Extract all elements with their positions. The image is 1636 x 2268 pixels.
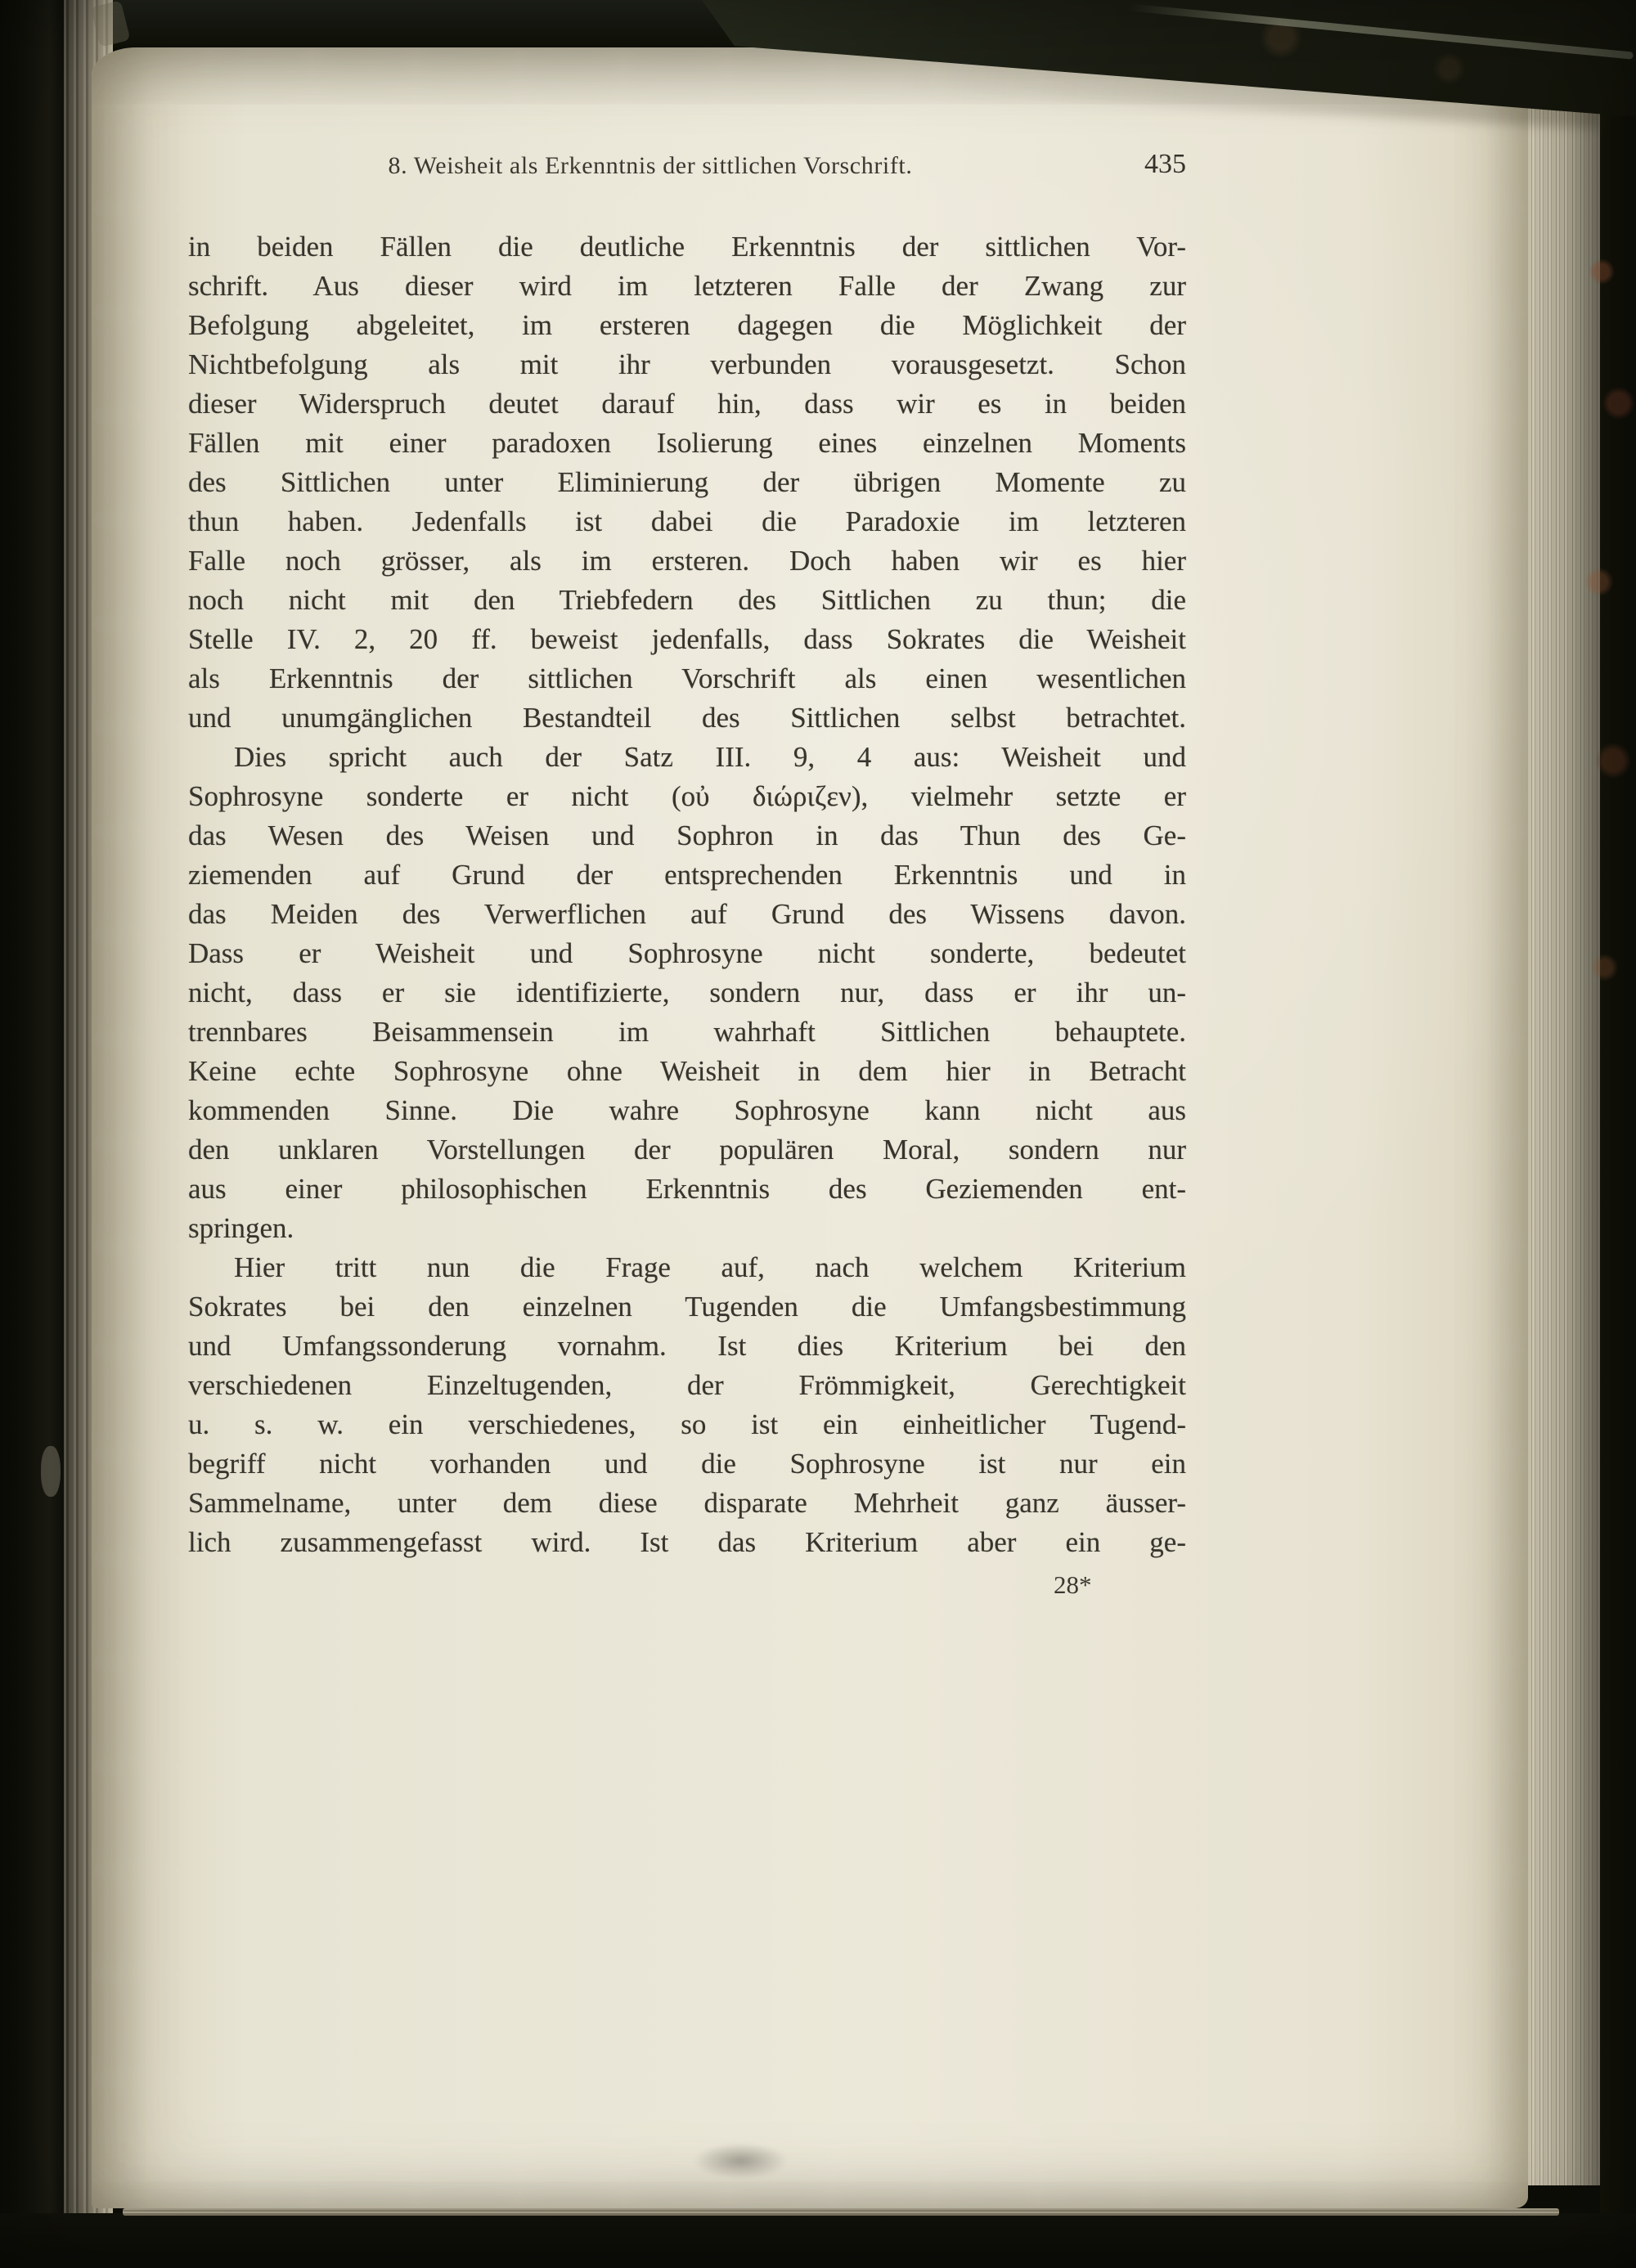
text-line: kommenden Sinne. Die wahre Sophrosyne kann nicht aus [188, 1094, 1186, 1126]
text-line: noch nicht mit den Triebfedern des Sittlichen zu thun; die [188, 584, 1186, 616]
text-line: ziemenden auf Grund der entsprechenden Erkenntnis und in [188, 859, 1186, 891]
text-line: das Wesen des Weisen und Sophron in das Thun des Ge- [188, 820, 1186, 851]
text-line: schrift. Aus dieser wird im letzteren Falle der Zwang zur [188, 270, 1186, 302]
bottom-page-stack [123, 2208, 1559, 2216]
text-line: lich zusammengefasst wird. Ist das Kriterium aber ein ge- [188, 1526, 1186, 1558]
page-number: 435 [1144, 149, 1186, 179]
text-line: in beiden Fällen die deutliche Erkenntnis der sittlichen Vor- [188, 231, 1186, 263]
text-line: springen. [188, 1212, 294, 1244]
text-line: Nichtbefolgung als mit ihr verbunden vorausgesetzt. Schon [188, 348, 1186, 380]
text-line: trennbares Beisammensein im wahrhaft Sittlichen behauptete. [188, 1016, 1186, 1048]
text-line: den unklaren Vorstellungen der populären Moral, sondern nur [188, 1134, 1186, 1165]
text-block [188, 149, 1186, 1600]
cover-marbling [1579, 196, 1636, 1137]
text-line: verschiedenen Einzeltugenden, der Frömmigkeit, Gerechtigkeit [188, 1369, 1186, 1401]
text-line: aus einer philosophischen Erkenntnis des Geziemenden ent- [188, 1173, 1186, 1205]
text-line: und unumgänglichen Bestandteil des Sittlichen selbst betrachtet. [188, 702, 1186, 734]
text-line: das Meiden des Verwerflichen auf Grund des Wissens davon. [188, 898, 1186, 930]
text-line: Dies spricht auch der Satz III. 9, 4 aus: Weisheit und [234, 741, 1186, 773]
text-line: dieser Widerspruch deutet darauf hin, dass wir es in beiden [188, 388, 1186, 420]
signature-mark: 28* [1054, 1570, 1092, 1599]
text-line: begriff nicht vorhanden und die Sophrosyne ist nur ein [188, 1448, 1186, 1480]
text-line: Sokrates bei den einzelnen Tugenden die Umfangsbestimmung [188, 1291, 1186, 1323]
text-line: Sophrosyne sonderte er nicht (οὐ διώριζεν), vielmehr setzte er [188, 780, 1186, 812]
paper-smudge [694, 2143, 788, 2179]
text-line: thun haben. Jedenfalls ist dabei die Paradoxie im letzteren [188, 505, 1186, 537]
text-line: und Umfangssonderung vornahm. Ist dies Kriterium bei den [188, 1330, 1186, 1362]
text-line: Stelle IV. 2, 20 ff. beweist jedenfalls, dass Sokrates die Weisheit [188, 623, 1186, 655]
text-line: u. s. w. ein verschiedenes, so ist ein einheitlicher Tugend- [188, 1408, 1186, 1440]
text-line: Fällen mit einer paradoxen Isolierung eines einzelnen Moments [188, 427, 1186, 459]
page-marker [41, 1446, 61, 1497]
text-line: Hier tritt nun die Frage auf, nach welchem Kriterium [234, 1251, 1186, 1283]
book-spine-edge [0, 0, 64, 2268]
text-line: Sammelname, unter dem diese disparate Mehrheit ganz äusser- [188, 1487, 1186, 1519]
text-line: Dass er Weisheit und Sophrosyne nicht sonderte, bedeutet [188, 937, 1186, 969]
text-line: nicht, dass er sie identifizierte, sondern nur, dass er ihr un- [188, 977, 1186, 1008]
page-header [188, 149, 1186, 186]
text-line: Falle noch grösser, als im ersteren. Doch haben wir es hier [188, 545, 1186, 577]
text-line: Befolgung abgeleitet, im ersteren dagegen die Möglichkeit der [188, 309, 1186, 341]
body-text [188, 227, 1186, 1562]
text-line: des Sittlichen unter Eliminierung der übrigen Momente zu [188, 466, 1186, 498]
text-line: als Erkenntnis der sittlichen Vorschrift als einen wesentlichen [188, 662, 1186, 694]
running-title: 8. Weisheit als Erkenntnis der sittlichen Vorschrift. [388, 152, 913, 179]
book-cover-bottom [0, 2213, 1636, 2268]
text-line: Keine echte Sophrosyne ohne Weisheit in dem hier in Betracht [188, 1055, 1186, 1087]
